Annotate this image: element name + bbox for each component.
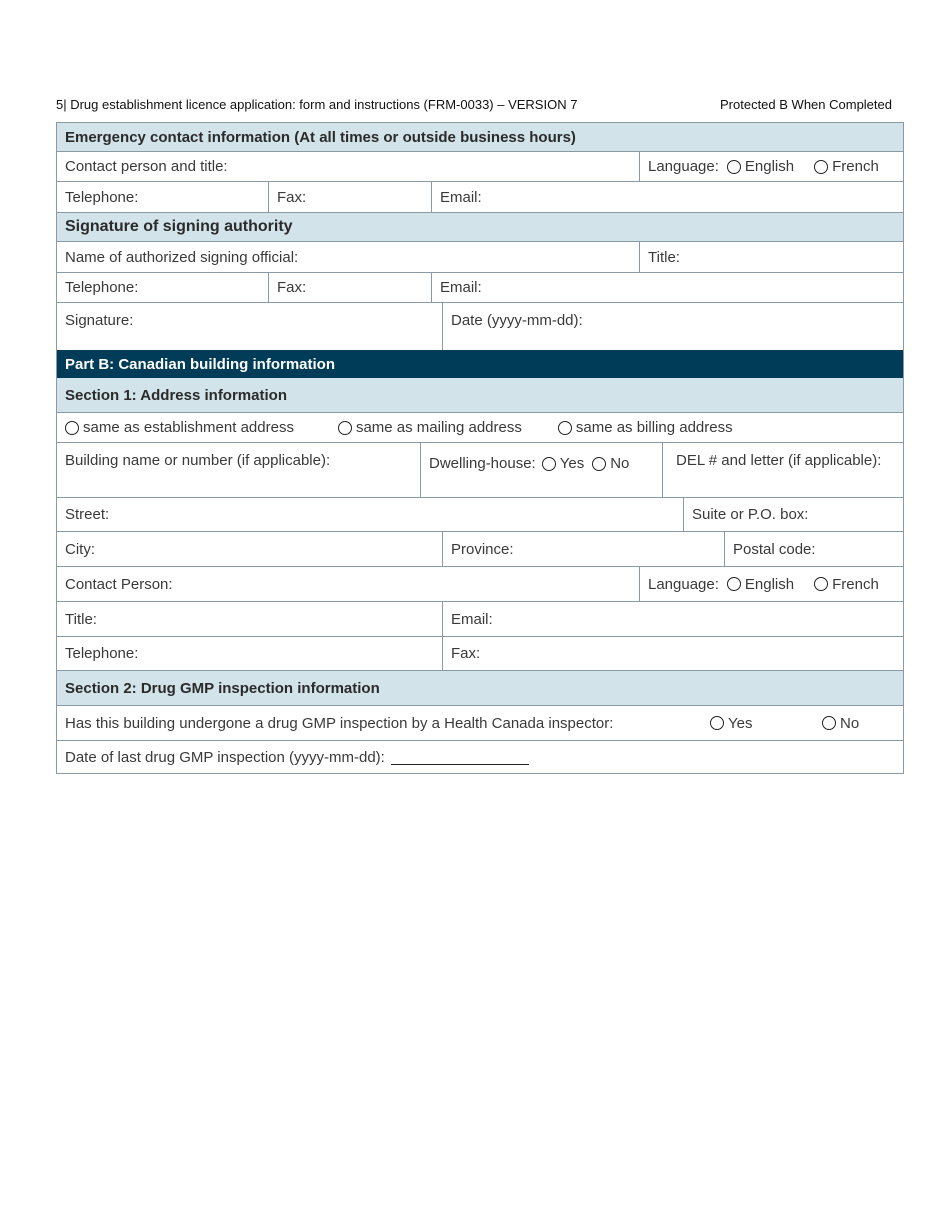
same-as-mailing-option[interactable] (338, 419, 522, 436)
radio-icon[interactable] (727, 160, 741, 174)
same-as-billing-option[interactable] (558, 419, 733, 436)
emergency-contact-person-field[interactable] (57, 152, 639, 181)
emergency-language-french-option[interactable] (814, 158, 879, 175)
radio-icon[interactable] (542, 457, 556, 471)
del-number-label: DEL # and letter (if applicable): (676, 452, 882, 469)
building-contact-person-label: Contact Person: (65, 575, 173, 593)
building-row (57, 443, 903, 498)
part-b-title: Part B: Canadian building information (65, 355, 335, 373)
radio-icon[interactable] (710, 716, 724, 730)
same-as-mailing-label: same as mailing address (355, 419, 522, 436)
emergency-telephone-field[interactable] (57, 182, 268, 212)
application-form (56, 122, 904, 774)
building-phone-row (57, 637, 903, 671)
building-contact-person-field[interactable] (57, 567, 639, 601)
building-fax-field[interactable] (442, 637, 903, 670)
signing-telephone-field[interactable] (57, 273, 268, 302)
protection-suffix: When Completed (787, 97, 892, 112)
emergency-language-english-option[interactable] (727, 158, 794, 175)
radio-icon[interactable] (592, 457, 606, 471)
building-language-field (639, 567, 903, 601)
building-title-field[interactable] (57, 602, 442, 636)
same-as-billing-label: same as billing address (575, 419, 733, 436)
suite-field[interactable] (683, 498, 903, 531)
radio-icon[interactable] (338, 421, 352, 435)
signature-label: Signature: (65, 312, 134, 329)
city-field[interactable] (57, 532, 442, 566)
gmp-inspection-row (57, 706, 903, 741)
emergency-fax-label: Fax: (277, 188, 307, 206)
dwelling-house-field (420, 443, 662, 497)
section2-title: Section 2: Drug GMP inspection information (65, 679, 380, 697)
signing-official-name-label: Name of authorized signing official: (65, 248, 299, 266)
emergency-language-field (639, 152, 903, 181)
emergency-english-label: English (744, 158, 795, 175)
city-label: City: (65, 540, 95, 558)
emergency-contact-row (57, 152, 903, 182)
building-language-french-option[interactable] (814, 576, 879, 593)
signature-date-row (57, 303, 903, 350)
building-language-english-option[interactable] (727, 576, 794, 593)
radio-icon[interactable] (65, 421, 79, 435)
same-as-establishment-option[interactable] (65, 419, 294, 436)
dwelling-yes-option[interactable] (542, 455, 584, 472)
page-header (56, 97, 892, 115)
emergency-email-field[interactable] (431, 182, 903, 212)
signing-email-field[interactable] (431, 273, 903, 302)
gmp-no-label: No (840, 714, 860, 732)
building-title-label: Title: (65, 610, 97, 628)
emergency-language-label: Language: (648, 158, 719, 175)
signing-official-title-field[interactable] (639, 242, 903, 272)
postal-code-label: Postal code: (733, 540, 816, 558)
radio-icon[interactable] (814, 160, 828, 174)
building-name-label: Building name or number (if applicable): (65, 452, 331, 469)
emergency-contact-person-label: Contact person and title: (65, 158, 228, 175)
street-field[interactable] (57, 498, 683, 531)
building-contact-row (57, 567, 903, 602)
section1-title: Section 1: Address information (65, 386, 287, 404)
part-b-header (57, 350, 903, 378)
signature-date-field[interactable] (442, 303, 903, 350)
building-english-label: English (744, 575, 795, 593)
signing-official-row (57, 242, 903, 273)
gmp-date-row (57, 741, 903, 773)
signature-date-label: Date (yyyy-mm-dd): (451, 312, 583, 329)
signing-phone-row (57, 273, 903, 303)
del-number-field[interactable] (662, 443, 903, 497)
section2-header (57, 671, 903, 706)
same-as-establishment-label: same as establishment address (83, 419, 294, 436)
gmp-date-input[interactable] (391, 750, 529, 765)
signing-fax-field[interactable] (268, 273, 431, 302)
street-row (57, 498, 903, 532)
building-telephone-label: Telephone: (65, 645, 139, 662)
signing-email-label: Email: (440, 279, 482, 296)
emergency-fax-field[interactable] (268, 182, 431, 212)
signing-telephone-label: Telephone: (65, 279, 139, 296)
signing-official-name-field[interactable] (57, 242, 639, 272)
province-label: Province: (451, 540, 514, 558)
section1-header (57, 378, 903, 413)
radio-icon[interactable] (822, 716, 836, 730)
emergency-email-label: Email: (440, 188, 482, 206)
dwelling-house-label: Dwelling-house: (429, 455, 536, 472)
emergency-phone-row (57, 182, 903, 213)
suite-label: Suite or P.O. box: (692, 506, 809, 523)
signature-field[interactable] (57, 303, 442, 350)
emergency-french-label: French (832, 158, 879, 175)
province-field[interactable] (442, 532, 724, 566)
emergency-telephone-label: Telephone: (65, 188, 139, 206)
building-telephone-field[interactable] (57, 637, 442, 670)
gmp-yes-option[interactable] (710, 715, 752, 732)
gmp-yes-label: Yes (728, 714, 753, 732)
radio-icon[interactable] (558, 421, 572, 435)
emergency-contact-title: Emergency contact information (At all times or outside business hours) (65, 128, 576, 146)
street-label: Street: (65, 506, 110, 523)
building-title-row (57, 602, 903, 637)
signature-header (57, 213, 903, 242)
building-french-label: French (832, 575, 879, 593)
building-email-label: Email: (451, 610, 493, 628)
building-fax-label: Fax: (451, 645, 481, 662)
dwelling-yes-label: Yes (559, 455, 585, 472)
building-language-label: Language: (648, 575, 719, 593)
radio-icon[interactable] (727, 577, 741, 591)
emergency-contact-header (57, 123, 903, 152)
dwelling-no-label: No (610, 455, 630, 472)
signing-fax-label: Fax: (277, 279, 307, 296)
dwelling-no-option[interactable] (592, 455, 629, 472)
protection-label (720, 97, 892, 112)
address-same-as-row (57, 413, 903, 443)
city-row (57, 532, 903, 567)
gmp-no-option[interactable] (822, 715, 859, 732)
gmp-date-label: Date of last drug GMP inspection (yyyy-mm-dd): (65, 748, 385, 766)
page-header-left: 5| Drug establishment licence application: form and instructions (FRM-0033) – VERSION 7 (56, 97, 578, 112)
radio-icon[interactable] (814, 577, 828, 591)
protection-level: Protected B (720, 97, 788, 112)
building-email-field[interactable] (442, 602, 903, 636)
building-name-field[interactable] (57, 443, 420, 497)
gmp-inspection-question: Has this building undergone a drug GMP inspection by a Health Canada inspector: (65, 714, 614, 732)
signature-title: Signature of signing authority (65, 218, 293, 235)
postal-code-field[interactable] (724, 532, 903, 566)
signing-official-title-label: Title: (648, 248, 680, 266)
